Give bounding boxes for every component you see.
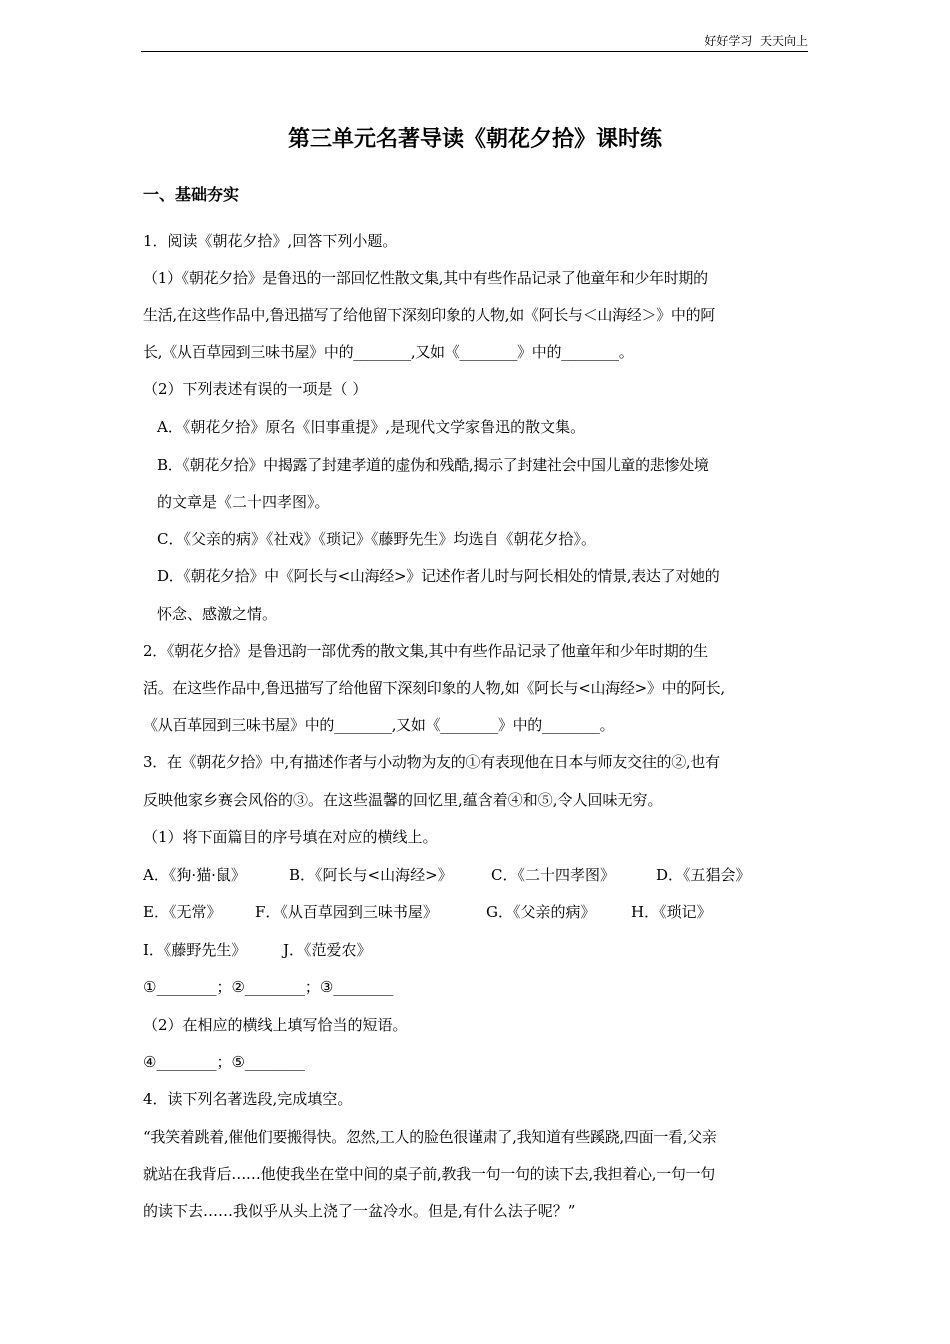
q3-choice-i: I．《藤野先生》	[143, 941, 247, 959]
q3-line: 3．在《朝花夕拾》中,有描述作者与小动物为友的①有表现他在日本与师友交往的②,也有	[143, 753, 720, 771]
q3-p1-prompt: （1）将下面篇目的序号填在对应的横线上。	[143, 828, 438, 846]
q3-choice-h: H．《琐记》	[631, 903, 712, 921]
q3-choices-row	[143, 901, 803, 923]
q3-choice-a: A．《狗·猫·鼠》	[143, 866, 246, 884]
q3-line: 反映他家乡赛会风俗的③。在这些温馨的回忆里,蕴含着④和⑤,令人回味无穷。	[143, 791, 663, 809]
q3-choices-row	[143, 939, 803, 961]
q1-option-b: B．《朝花夕拾》中揭露了封建孝道的虚伪和残酷,揭示了封建社会中国儿童的悲惨处境	[157, 456, 709, 474]
q1-stem: 1．阅读《朝花夕拾》,回答下列小题。	[143, 232, 398, 250]
q1-option-c: C．《父亲的病》《社戏》《琐记》《藤野先生》均选自《朝花夕拾》。	[157, 530, 596, 548]
q3-choice-g: G．《父亲的病》	[486, 903, 596, 921]
q1-option-d: D．《朝花夕拾》中《阿长与<山海经>》记述作者儿时与阿长相处的情景,表达了对她的	[157, 567, 720, 585]
q2-line: 活。在这些作品中,鲁迅描写了给他留下深刻印象的人物,如《阿长与<山海经>》中的阿长,	[143, 679, 725, 697]
header-motto: 好好学习 天天向上	[704, 34, 808, 48]
q3-choice-d: D．《五猖会》	[656, 866, 751, 884]
q3-choices-row	[143, 864, 803, 886]
q3-choice-j: J．《范爱农》	[283, 941, 372, 959]
q1-option-d-cont: 怀念、感激之情。	[157, 605, 278, 623]
q3-blanks-2[interactable]: ④________；⑤________	[143, 1053, 305, 1071]
q1-p1-line: 生活,在这些作品中,鲁迅描写了给他留下深刻印象的人物,如《阿长与＜山海经＞》中的阿	[143, 306, 716, 324]
section-heading: 一、基础夯实	[143, 185, 240, 204]
q3-choice-e: E．《无常》	[143, 903, 222, 921]
header-divider	[141, 51, 808, 52]
q2-line: 《从百革园到三味书屋》中的________,又如《________》中的________。	[143, 716, 615, 734]
q3-choice-f: F．《从百草园到三味书屋》	[255, 903, 438, 921]
q1-p1-line: （1）《朝花夕拾》是鲁迅的一部回忆性散文集,其中有些作品记录了他童年和少年时期的	[143, 269, 708, 287]
q1-p1-line: 长,《从百草园到三味书屋》中的________,又如《________》中的________。	[143, 343, 634, 361]
q3-p2-prompt: （2）在相应的横线上填写恰当的短语。	[143, 1016, 408, 1034]
q1-option-a: A．《朝花夕拾》原名《旧事重提》,是现代文学家鲁迅的散文集。	[157, 418, 586, 436]
q1-p2-prompt: （2）下列表述有误的一项是（ ）	[143, 380, 368, 398]
q4-excerpt-line: 就站在我背后……他使我坐在堂中间的桌子前,教我一句一句的读下去,我担着心,一句一句	[143, 1165, 716, 1183]
q4-excerpt-line: “我笑着跳着,催他们要搬得快。忽然,工人的脸色很谨肃了,我知道有些蹊跷,四面一看,父亲	[143, 1128, 717, 1146]
q3-blanks-1[interactable]: ①________；②________；③________	[143, 978, 394, 996]
page-title: 第三单元名著导读《朝花夕拾》课时练	[287, 127, 662, 152]
q1-option-b-cont: 的文章是《二十四孝图》。	[157, 493, 330, 511]
q2-line: 2．《朝花夕拾》是鲁迅韵一部优秀的散文集,其中有些作品记录了他童年和少年时期的生	[143, 642, 708, 660]
q3-choice-c: C．《二十四孝图》	[491, 866, 615, 884]
q3-choice-b: B．《阿长与<山海经>》	[289, 866, 453, 884]
q4-stem: 4．读下列名著选段,完成填空。	[143, 1090, 353, 1108]
q4-excerpt-line: 的读下去……我似乎从头上浇了一盆冷水。但是,有什么法子呢？”	[143, 1202, 576, 1220]
